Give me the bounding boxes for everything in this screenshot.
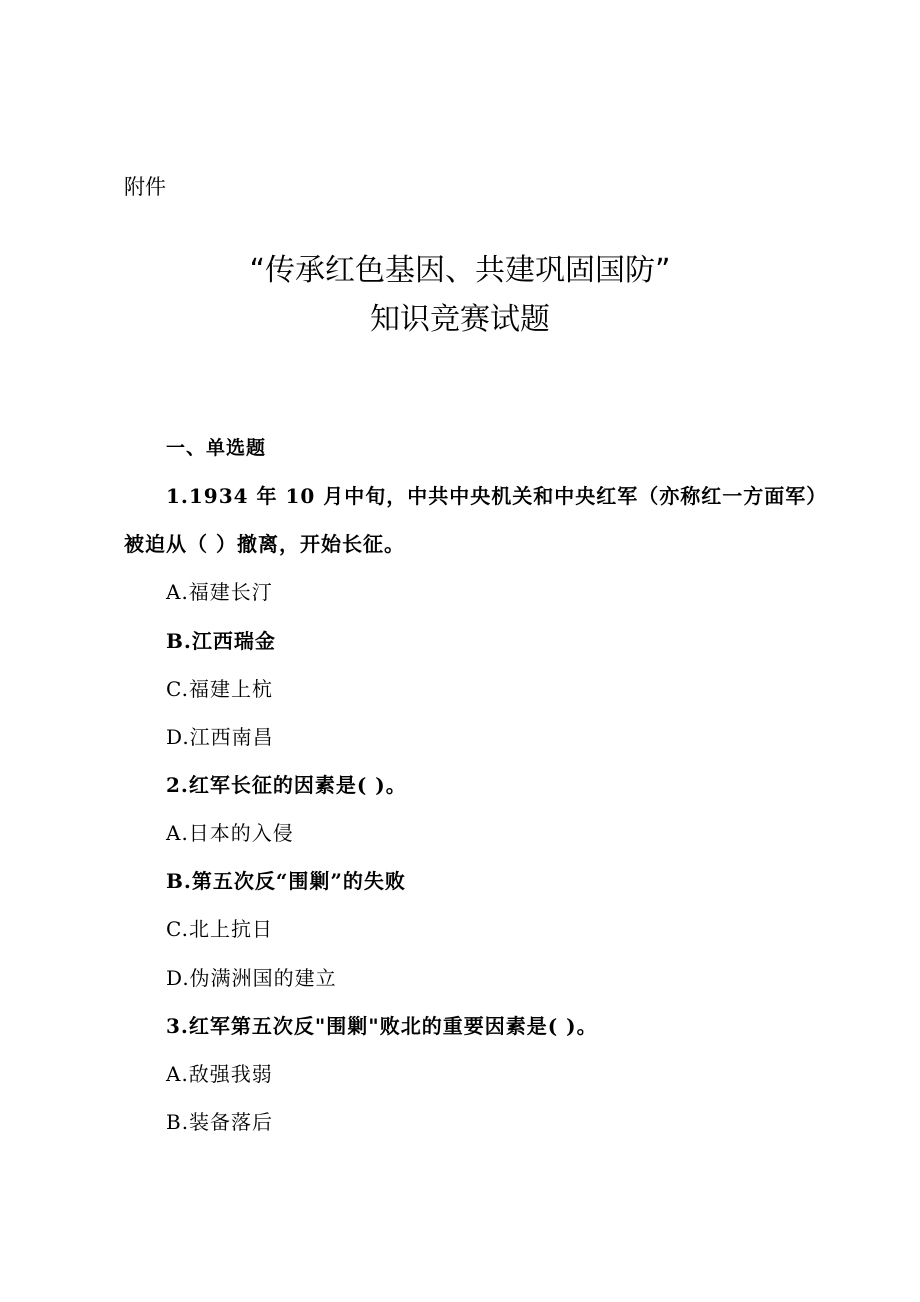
question-1-text: 1.1934 年 10 月中旬，中共中央机关和中央红军（亦称红一方面军） bbox=[166, 484, 828, 508]
document-title-line-2: 知识竞赛试题 bbox=[370, 302, 550, 337]
question-3-text: 3.红军第五次反"围剿"败北的重要因素是( )。 bbox=[166, 1014, 598, 1038]
question-1-option-a: A.福建长汀 bbox=[166, 580, 273, 604]
question-1-option-c: C.福建上杭 bbox=[166, 677, 273, 701]
question-3-option-a: A.敌强我弱 bbox=[166, 1062, 273, 1086]
question-2-option-b: B.第五次反“围剿”的失败 bbox=[166, 869, 406, 893]
question-2-option-d: D.伪满洲国的建立 bbox=[166, 966, 337, 990]
attachment-label: 附件 bbox=[124, 175, 166, 199]
question-1-text-continued: 被迫从（ ）撤离，开始长征。 bbox=[124, 532, 405, 556]
question-2-text: 2.红军长征的因素是( )。 bbox=[166, 773, 407, 797]
question-3-option-b: B.装备落后 bbox=[166, 1110, 274, 1134]
question-2-option-c: C.北上抗日 bbox=[166, 917, 273, 941]
question-1-option-b: B.江西瑞金 bbox=[166, 629, 276, 653]
question-2-option-a: A.日本的入侵 bbox=[166, 821, 294, 845]
section-heading: 一、单选题 bbox=[166, 437, 267, 459]
question-1-option-d: D.江西南昌 bbox=[166, 725, 274, 749]
document-title-line-1: “传承红色基因、共建巩固国防” bbox=[249, 253, 671, 288]
